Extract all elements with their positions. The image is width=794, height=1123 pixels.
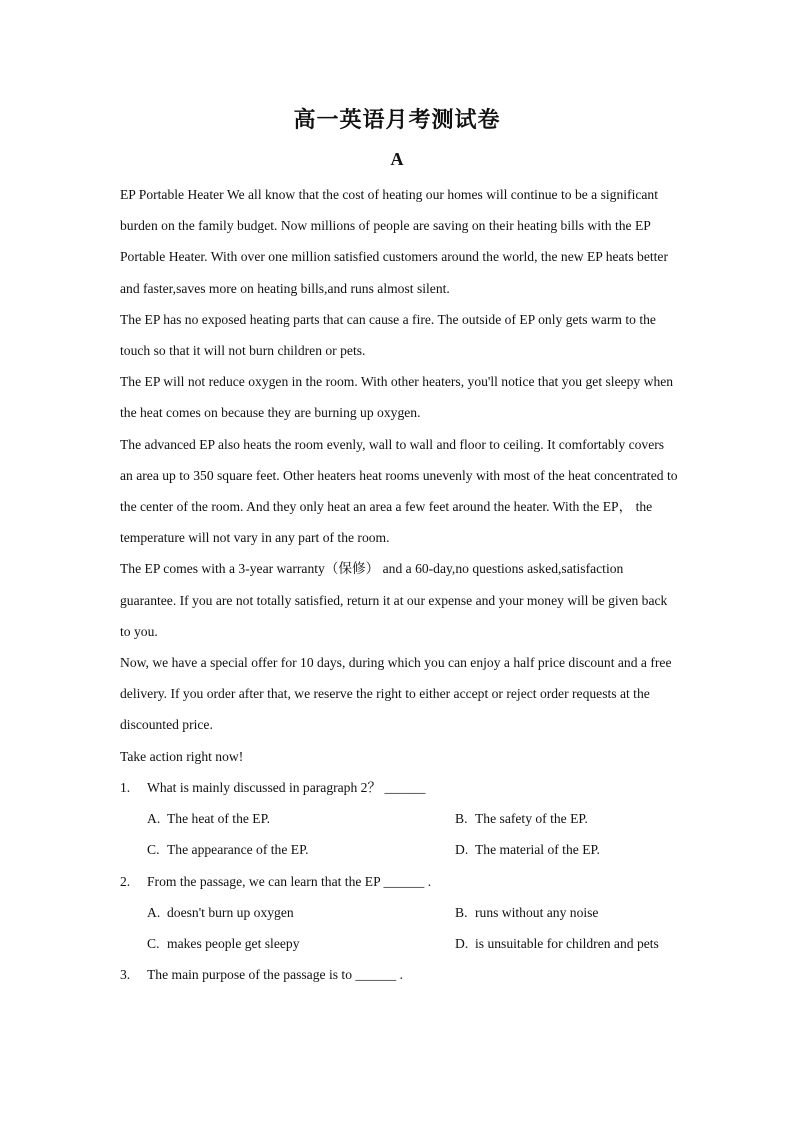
question-number: 1.	[120, 780, 131, 795]
section-label: A	[390, 149, 404, 169]
passage-paragraph-5: The EP comes with a 3-year warranty（保修） and a 60-day,no questions asked,satisfaction guarantee. If you are not totally satisfied, return it at our expense and your money will be given back to you.	[120, 561, 668, 639]
question-list	[120, 772, 680, 990]
option-a	[147, 897, 455, 928]
option-letter: C.	[147, 936, 160, 952]
passage-paragraph-6: Now, we have a special offer for 10 days, during which you can enjoy a half price discount and a free delivery. If you order after that, we reserve the right to either accept or reject order requests at the discounted price.	[120, 655, 672, 733]
passage-paragraph-1: EP Portable Heater We all know that the cost of heating our homes will continue to be a significant burden on the family budget. Now millions of people are saving on their heating bills with the EP Portable Heater. With over one million satisfied customers around the world, the new EP heats better and faster,saves more on heating bills,and runs almost silent.	[120, 187, 668, 296]
option-letter: D.	[455, 842, 469, 858]
question-2	[120, 866, 680, 897]
option-text: The safety of the EP.	[475, 811, 588, 827]
question-number: 3.	[120, 967, 131, 983]
reading-passage	[120, 179, 680, 772]
option-c	[147, 834, 455, 865]
question-text: The main purpose of the passage is to ______ .	[147, 967, 403, 983]
question-number: 2.	[120, 873, 131, 889]
option-letter: A.	[147, 811, 161, 827]
question-text: What is mainly discussed in paragraph 2？ ______	[147, 780, 426, 795]
question-1	[120, 772, 680, 803]
option-d	[455, 928, 705, 959]
option-b	[455, 803, 705, 834]
option-text: The material of the EP.	[475, 842, 600, 858]
question-text: From the passage, we can learn that the EP ______ .	[147, 873, 432, 889]
passage-paragraph-2: The EP has no exposed heating parts that can cause a fire. The outside of EP only gets warm to the touch so that it will not burn children or pets.	[120, 311, 656, 359]
passage-paragraph-3: The EP will not reduce oxygen in the room. With other heaters, you'll notice that you get sleepy when the heat comes on because they are burning up oxygen.	[120, 374, 674, 421]
option-text: The heat of the EP.	[167, 811, 271, 827]
question-3	[120, 959, 680, 990]
option-letter: B.	[455, 904, 468, 920]
option-text: The appearance of the EP.	[167, 842, 309, 858]
question-2-options	[120, 897, 680, 959]
option-text: is unsuitable for children and pets	[475, 936, 659, 952]
option-text: makes people get sleepy	[167, 936, 300, 952]
option-letter: A.	[147, 904, 161, 920]
question-1-options	[120, 803, 680, 865]
option-b	[455, 897, 705, 928]
option-d	[455, 834, 705, 865]
passage-paragraph-7: Take action right now!	[120, 748, 244, 764]
option-text: doesn't burn up oxygen	[167, 904, 294, 920]
option-letter: D.	[455, 936, 469, 952]
option-text: runs without any noise	[475, 904, 599, 920]
option-c	[147, 928, 455, 959]
exam-title: 高一英语月考测试卷	[293, 107, 501, 133]
option-letter: C.	[147, 842, 160, 858]
option-a	[147, 803, 455, 834]
option-letter: B.	[455, 811, 468, 827]
passage-paragraph-4: The advanced EP also heats the room evenly, wall to wall and floor to ceiling. It comfortably covers an area up to 350 square feet. Other heaters heat rooms unevenly with most of the heat concentrated to the center of the room. And they only heat an area a few feet around the heater. With the EP， the temperature will not vary in any part of the room.	[120, 436, 678, 546]
